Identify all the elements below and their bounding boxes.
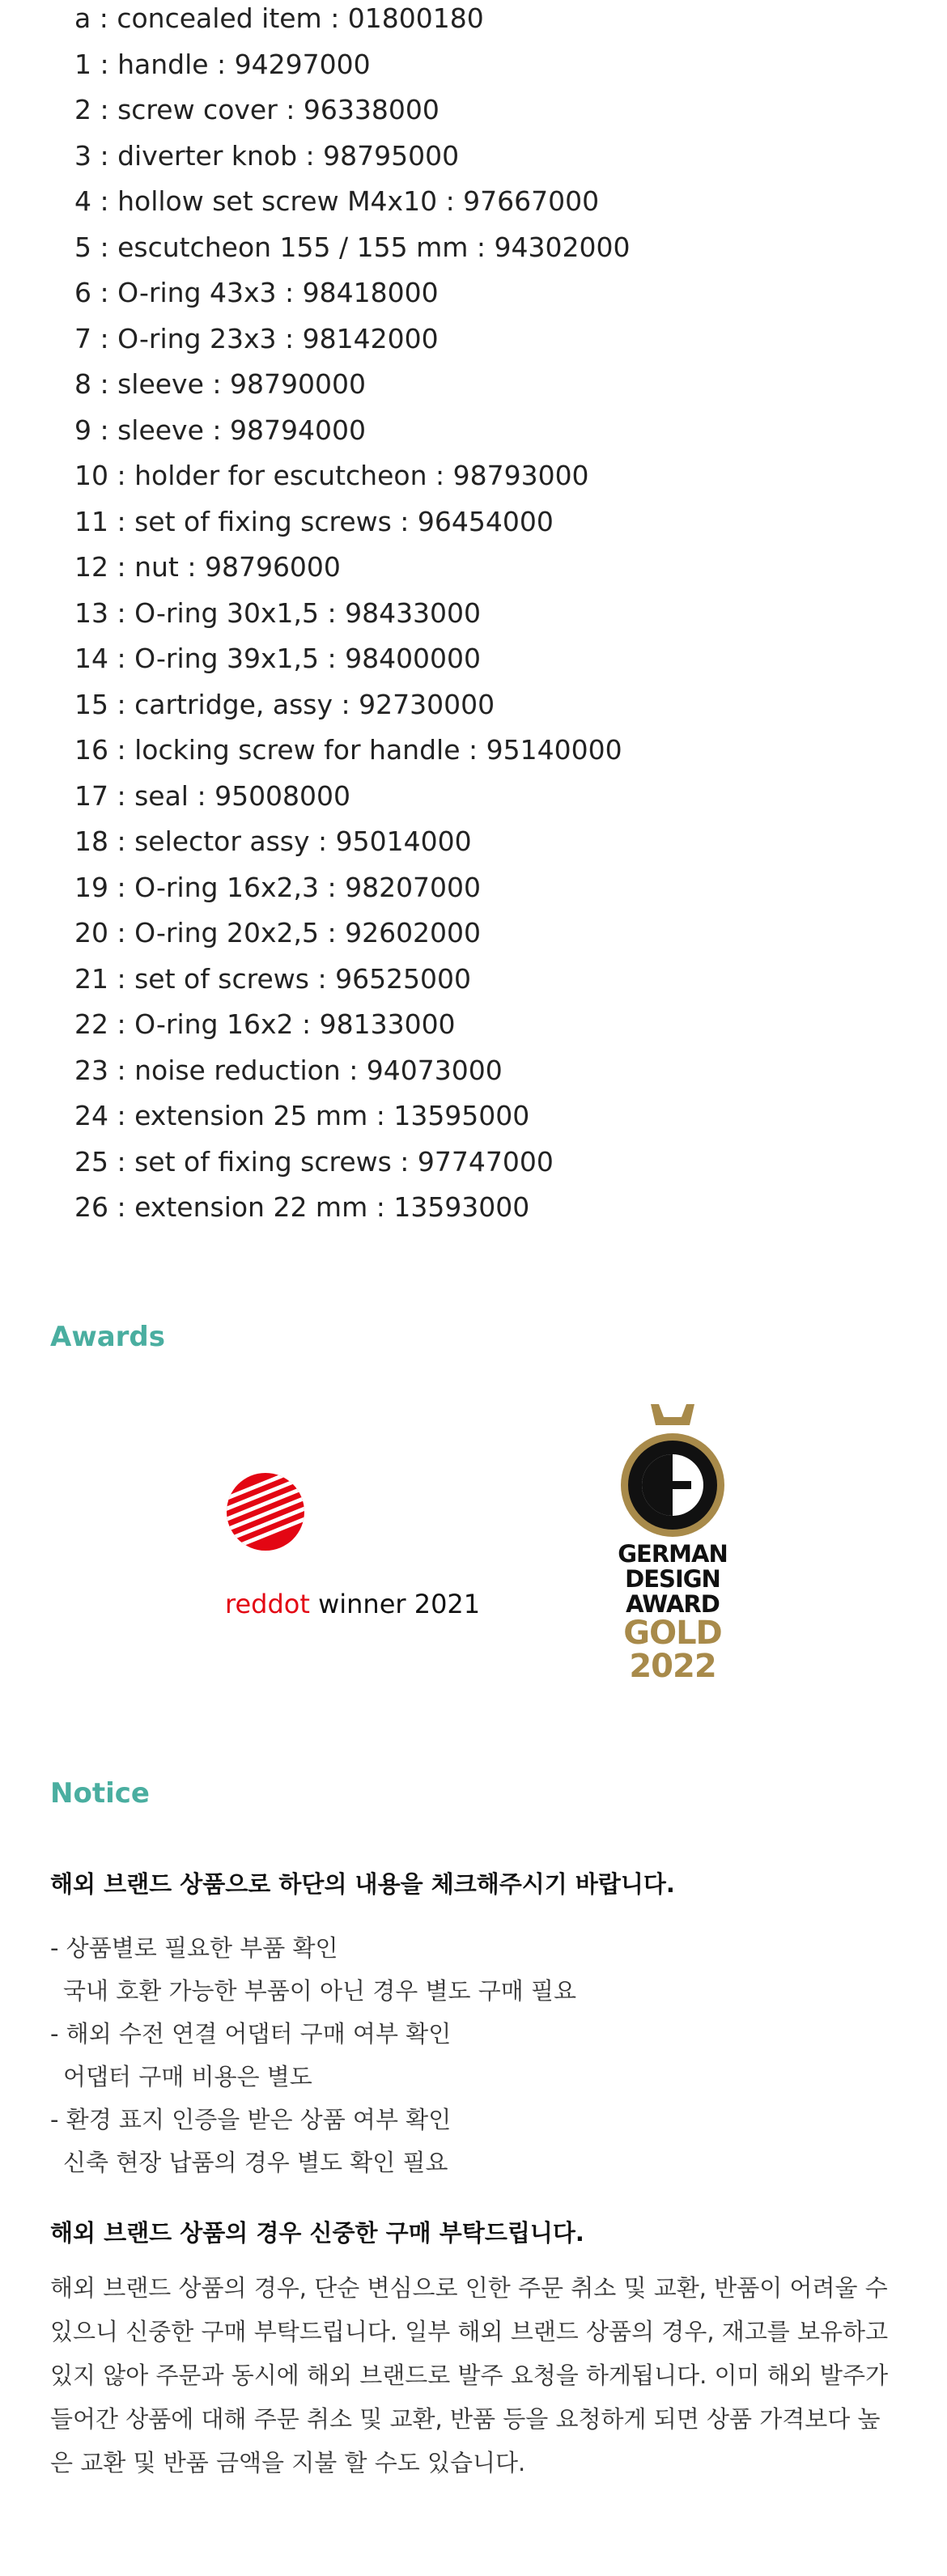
gda-line3: AWARD: [626, 1590, 720, 1618]
part-item: 10 : holder for escutcheon : 98793000: [74, 460, 589, 491]
part-item: 20 : O-ring 20x2,5 : 92602000: [74, 917, 482, 948]
part-item: 4 : hollow set screw M4x10 : 97667000: [74, 185, 600, 217]
gda-line4: GOLD: [623, 1615, 722, 1652]
notice-item: 국내 호환 가능한 부품이 아닌 경우 별도 구매 필요: [63, 1977, 577, 2005]
part-item: 22 : O-ring 16x2 : 98133000: [74, 1008, 456, 1040]
awards-title: Awards: [50, 1321, 166, 1353]
notice-item: - 해외 수전 연결 어댑터 구매 여부 확인: [50, 2020, 452, 2048]
part-item: 6 : O-ring 43x3 : 98418000: [74, 277, 439, 308]
part-item: 18 : selector assy : 95014000: [74, 825, 472, 857]
part-item: 19 : O-ring 16x2,3 : 98207000: [74, 871, 482, 903]
reddot-brand: reddot: [225, 1589, 310, 1619]
part-item: 14 : O-ring 39x1,5 : 98400000: [74, 643, 482, 674]
part-item: 3 : diverter knob : 98795000: [74, 139, 460, 172]
part-item: 5 : escutcheon 155 / 155 mm : 94302000: [74, 231, 631, 263]
reddot-logo-icon: [225, 1471, 306, 1552]
part-item: 25 : set of fixing screws : 97747000: [74, 1145, 554, 1178]
part-item: 7 : O-ring 23x3 : 98142000: [74, 322, 439, 354]
notice-title: Notice: [50, 1777, 150, 1810]
awards-row: [0, 1392, 947, 1691]
reddot-suffix: winner 2021: [309, 1589, 481, 1619]
part-item: 9 : sleeve : 98794000: [74, 414, 366, 446]
notice-heading-1: 해외 브랜드 상품으로 하단의 내용을 체크해주시기 바랍니다.: [50, 1870, 675, 1898]
notice-item: - 환경 표지 인증을 받은 상품 여부 확인: [50, 2106, 452, 2133]
german-design-award: [612, 1404, 733, 1687]
part-item: 21 : set of screws : 96525000: [74, 962, 472, 995]
notice-item: 신축 현장 납품의 경우 별도 확인 필요: [63, 2149, 448, 2176]
part-item: a : concealed item : 01800180: [74, 2, 484, 34]
parts-list: [74, 0, 630, 1235]
notice-item: - 상품별로 필요한 부품 확인: [50, 1934, 338, 1962]
part-item: 1 : handle : 94297000: [74, 48, 371, 80]
part-item: 16 : locking screw for handle : 95140000: [74, 734, 622, 766]
part-item: 11 : set of fixing screws : 96454000: [74, 505, 554, 537]
notice-paragraph: 해외 브랜드 상품의 경우, 단순 변심으로 인한 주문 취소 및 교환, 반품이 어려울 수 있으니 신중한 구매 부탁드립니다. 일부 해외 브랜드 상품의 경우, 재고를 보유하고 있지 않아 주문과 동시에 해외 브랜드로 발주 요청을 하게됩니다. 이미 해외 발주가 들어간 상품에 대해 주문 취소 및 교환, 반품 등을 요청하게 되면 상품 가격보다 높은 교환 및 반품 금액을 지불 할 수도 있습니다.: [50, 2274, 889, 2476]
gda-line5: 2022: [629, 1648, 716, 1685]
part-item: 12 : nut : 98796000: [74, 551, 341, 583]
part-item: 23 : noise reduction : 94073000: [74, 1054, 503, 1086]
part-item: 8 : sleeve : 98790000: [74, 368, 366, 400]
notice-item: 어댑터 구매 비용은 별도: [63, 2063, 312, 2090]
part-item: 2 : screw cover : 96338000: [74, 94, 440, 125]
part-item: 26 : extension 22 mm : 13593000: [74, 1191, 530, 1223]
gda-line1: GERMAN: [618, 1540, 728, 1568]
part-item: 15 : cartridge, assy : 92730000: [74, 688, 495, 720]
part-item: 13 : O-ring 30x1,5 : 98433000: [74, 596, 482, 629]
reddot-award: [225, 1471, 484, 1617]
gda-line2: DESIGN: [625, 1565, 720, 1593]
german-design-award-medal-icon: [612, 1404, 733, 1550]
notice-heading-2: 해외 브랜드 상품의 경우 신중한 구매 부탁드립니다.: [50, 2219, 584, 2247]
reddot-winner-text: [225, 1589, 480, 1619]
part-item: 24 : extension 25 mm : 13595000: [74, 1100, 530, 1131]
part-item: 17 : seal : 95008000: [74, 779, 351, 812]
